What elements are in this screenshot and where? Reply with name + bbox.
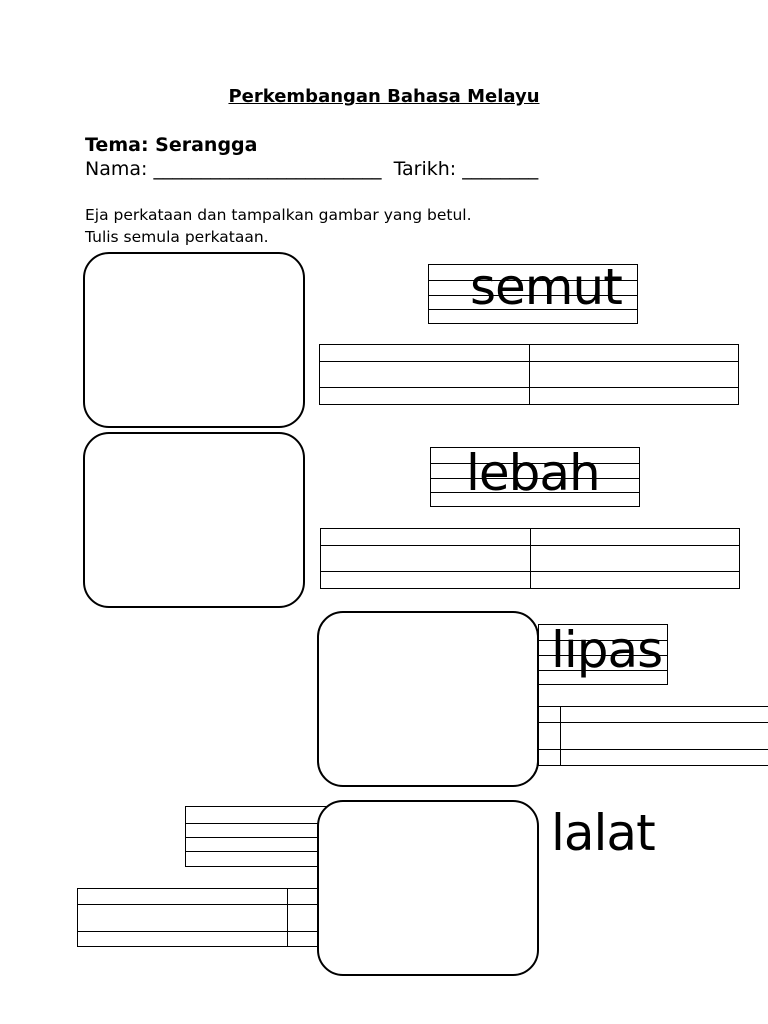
picture-box-semut[interactable] [83,252,305,428]
writing-lines-semut[interactable] [319,344,739,405]
date-blank[interactable]: ________ [462,158,539,180]
instruction-line-2: Tulis semula perkataan. [85,228,269,246]
writing-lines-lipas[interactable] [538,706,768,766]
name-date-row [85,158,538,180]
word-lebah: lebah [466,444,600,502]
word-frame-lalat [185,806,335,867]
name-label: Nama: [85,158,148,180]
writing-lines-lalat[interactable] [77,888,337,947]
word-lipas: lipas [551,621,663,679]
picture-box-lalat[interactable] [317,800,539,976]
word-lalat: lalat [551,804,655,862]
picture-box-lipas[interactable] [317,611,539,787]
writing-lines-lebah[interactable] [320,528,740,589]
instructions [85,204,472,248]
name-blank[interactable]: ________________________ [153,158,382,180]
worksheet-title: Perkembangan Bahasa Melayu [228,86,540,107]
word-semut: semut [470,258,622,316]
picture-box-lebah[interactable] [83,432,305,608]
date-label: Tarikh: [393,158,457,180]
instruction-line-1: Eja perkataan dan tampalkan gambar yang betul. [85,206,472,224]
theme-label: Tema: Serangga [85,134,258,156]
